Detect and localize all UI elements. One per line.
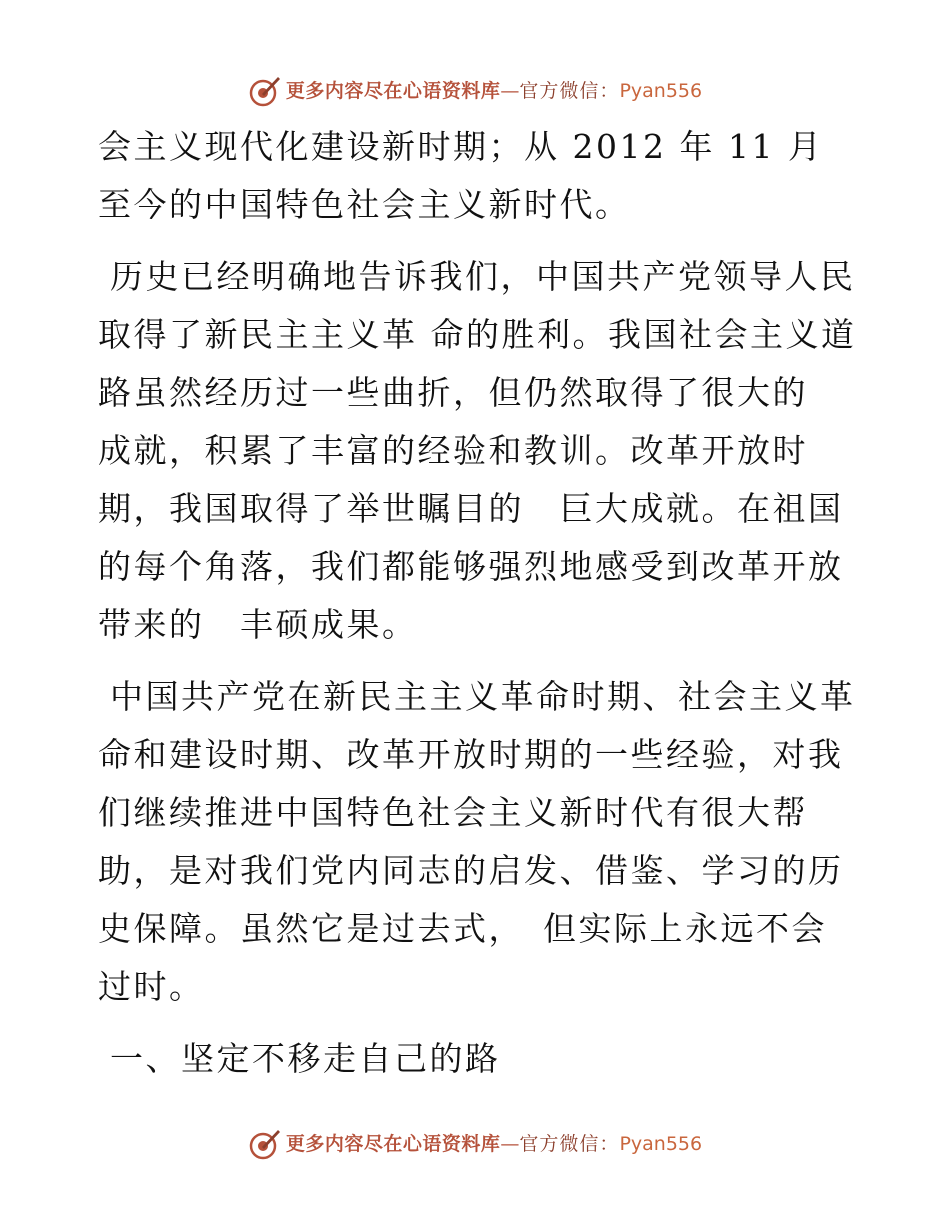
paragraph-2: 历史已经明确地告诉我们，中国共产党领导人民取得了新民主主义革 命的胜利。我国社会主义道路虽然经历过一些曲折，但仍然取得了很大的 成就，积累了丰富的经验和教训。改革开放时期，我国取得了举世瞩目的 巨大成就。在祖国的每个角落，我们都能够强烈地感受到改革开放带来的 丰硕成果。: [98, 257, 857, 644]
watermark-dash: —: [500, 1133, 520, 1155]
quill-logo-icon: [248, 1127, 282, 1161]
paragraph-3: 中国共产党在新民主主义革命时期、社会主义革命和建设时期、改革开放时期的一些经验，对我们继续推进中国特色社会主义新时代有很大帮助，是对我们党内同志的启发、借鉴、学习的历史保障。虽然它是过去式， 但实际上永远不会过时。: [98, 677, 856, 1006]
watermark-id: Pyan556: [619, 80, 703, 102]
watermark-label: 官方微信：: [519, 1133, 620, 1155]
section-heading: 一、坚定不移走自己的路: [110, 1039, 501, 1078]
watermark-id: Pyan556: [619, 1133, 703, 1155]
document-body: [98, 118, 858, 1088]
watermark-header: [0, 74, 950, 108]
paragraph-1: 会主义现代化建设新时期；从 2012 年 11 月至今的中国特色社会主义新时代。: [98, 127, 824, 224]
watermark-main-text: 更多内容尽在心语资料库: [285, 80, 501, 102]
watermark-main-text: 更多内容尽在心语资料库: [285, 1133, 501, 1155]
watermark-dash: —: [500, 80, 520, 102]
quill-logo-icon: [248, 74, 282, 108]
watermark-footer: [0, 1127, 950, 1161]
watermark-label: 官方微信：: [519, 80, 620, 102]
